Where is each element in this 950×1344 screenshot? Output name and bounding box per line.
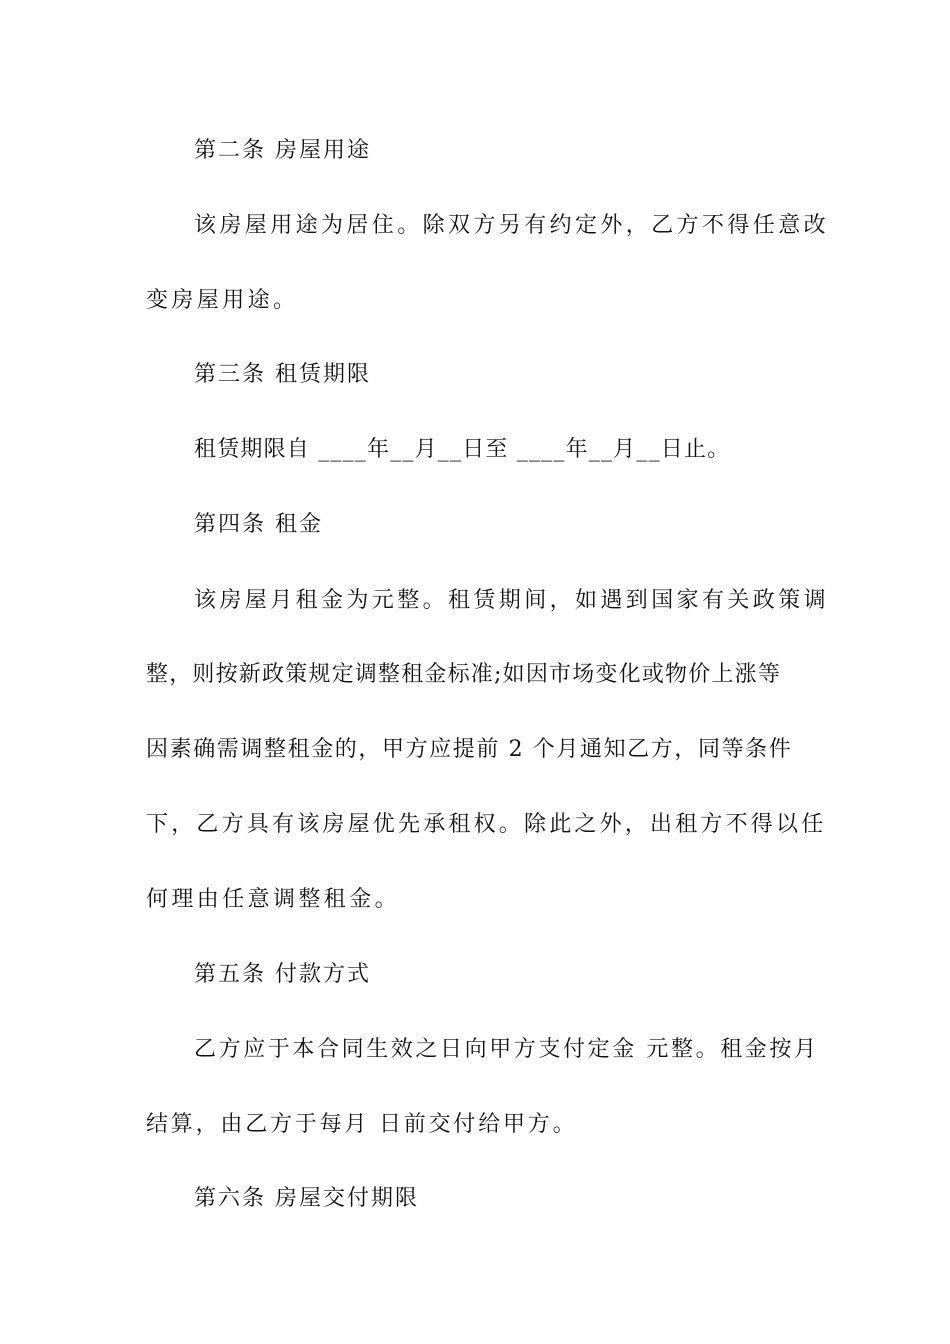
paragraph-line: 下，乙方具有该房屋优先承租权。除此之外，出租方不得以任 bbox=[146, 812, 827, 837]
paragraph-line: 租赁期限自 ____年__月__日至 ____年__月__日止。 bbox=[194, 437, 731, 462]
paragraph-line: 变房屋用途。 bbox=[146, 288, 299, 313]
article-5-heading: 第五条 付款方式 bbox=[194, 962, 371, 987]
paragraph-line: 何理由任意调整租金。 bbox=[146, 887, 401, 912]
paragraph-line: 该房屋用途为居住。除双方另有约定外，乙方不得任意改 bbox=[194, 213, 830, 238]
paragraph-line: 乙方应于本合同生效之日向甲方支付定金 元整。租金按月 bbox=[194, 1037, 819, 1062]
article-6-heading: 第六条 房屋交付期限 bbox=[194, 1186, 419, 1211]
paragraph-line: 整，则按新政策规定调整租金标准;如因市场变化或物价上涨等 bbox=[146, 662, 782, 687]
paragraph-line: 该房屋月租金为元整。租赁期间，如遇到国家有关政策调 bbox=[194, 588, 830, 613]
paragraph-line: 因素确需调整租金的，甲方应提前 2 个月通知乙方，同等条件 bbox=[146, 737, 793, 762]
article-3-heading: 第三条 租赁期限 bbox=[194, 362, 371, 387]
article-2-heading: 第二条 房屋用途 bbox=[194, 138, 371, 163]
paragraph-line: 结算，由乙方于每月 日前交付给甲方。 bbox=[146, 1112, 578, 1137]
article-4-heading: 第四条 租金 bbox=[194, 512, 323, 537]
